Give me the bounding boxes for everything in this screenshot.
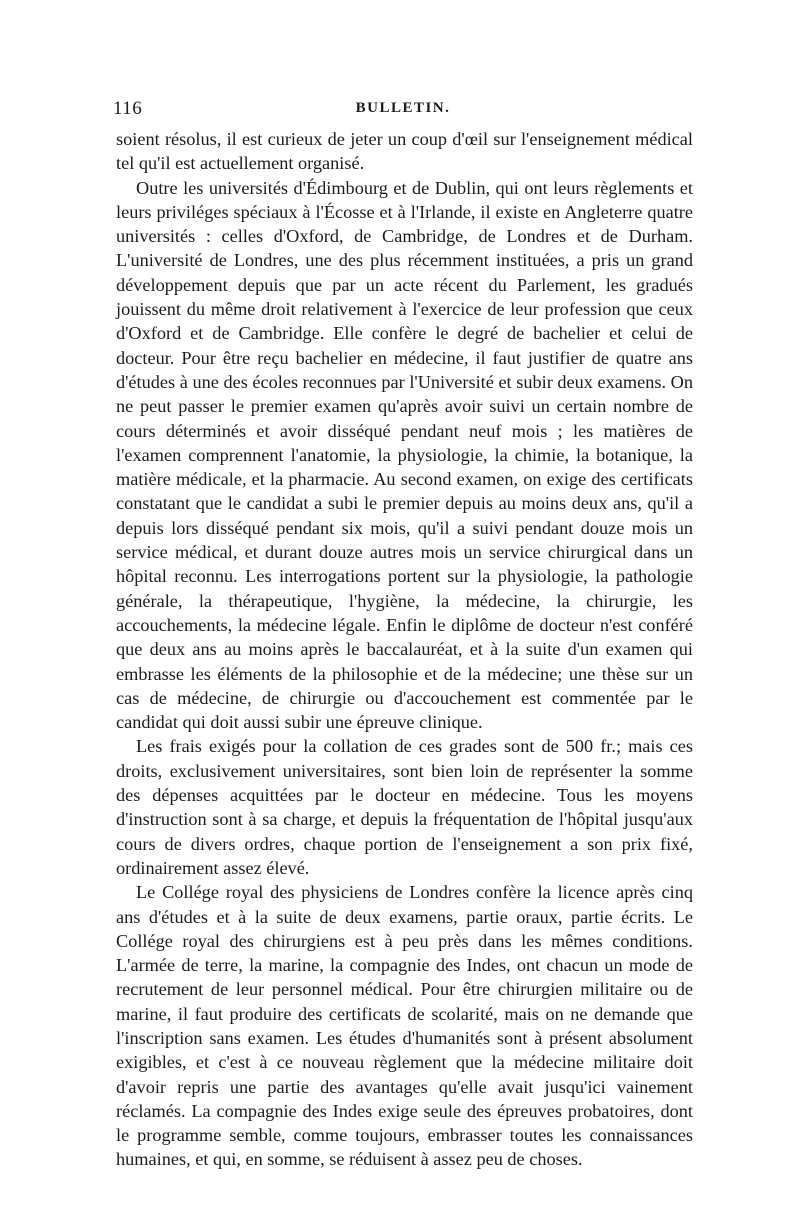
paragraph-2: Outre les universités d'Édimbourg et de Dublin, qui ont leurs règlements et leurs priviléges spéciaux à l'Écosse et à l'Irlande, il existe en Angleterre quatre universités : celles d'Oxford, de Cambridge, de Londres et de Durham. L'université de Londres, une des plus récemment instituées, a pris un grand développement depuis que par un acte récent du Parlement, les gradués jouissent du même droit relativement à l'exercice de leur profession que ceux d'Oxford et de Cambridge. Elle confère le degré de bachelier et celui de docteur. Pour être reçu bachelier en médecine, il faut justifier de quatre ans d'études à une des écoles reconnues par l'Université et subir deux examens. On ne peut passer le premier examen qu'après avoir suivi un certain nombre de cours déterminés et avoir disséqué pendant neuf mois ; les matières de l'examen comprennent l'anatomie, la physiologie, la chimie, la botanique, la matière médicale, et la pharmacie. Au second examen, on exige des certificats constatant que le candidat a subi le premier depuis au moins deux ans, qu'il a depuis lors disséqué pendant six mois, qu'il a suivi pendant douze mois un service médical, et durant douze autres mois un service chirurgical dans un hôpital reconnu. Les interrogations portent sur la physiologie, la pathologie générale, la thérapeutique, l'hygiène, la médecine, la chirurgie, les accouchements, la médecine légale. Enfin le diplôme de docteur n'est conféré que deux ans au moins après le baccalauréat, et à la suite d'un examen qui embrasse les éléments de la philosophie et de la médecine; une thèse sur un cas de médecine, de chirurgie ou d'accouchement est commentée par le candidat qui doit aussi subir une épreuve clinique. [116,177,693,733]
running-head: BULLETIN. [355,100,451,116]
paragraph-4: Le Collége royal des physiciens de Londres confère la licence après cinq ans d'études et à la suite de deux examens, partie oraux, partie écrits. Le Collége royal des chirurgiens est à peu près dans les mêmes conditions. L'armée de terre, la marine, la compagnie des Indes, ont chacun un mode de recrutement de leur personnel médical. Pour être chirurgien militaire ou de marine, il faut produire des certificats de scolarité, mais on ne demande que l'inscription sans examen. Les études d'humanités sont à présent absolument exigibles, et c'est à ce nouveau règlement que la médecine militaire doit d'avoir repris une partie des avantages qu'elle avait jusqu'ici vainement réclamés. La compagnie des Indes exige seule des épreuves probatoires, dont le programme semble, comme toujours, embrasser toutes les connaissances humaines, et qui, en somme, se réduisent à assez peu de choses. [116,882,693,1170]
page-header [113,98,693,122]
body-text [116,127,693,1172]
paragraph-1: soient résolus, il est curieux de jeter un coup d'œil sur l'enseignement médical tel qu'il est actuellement organisé. [116,129,693,174]
paragraph-3: Les frais exigés pour la collation de ces grades sont de 500 fr.; mais ces droits, exclusivement universitaires, sont bien loin de représenter la somme des dépenses acquittées par le docteur en médecine. Tous les moyens d'instruction sont à sa charge, et depuis la fréquentation de l'hôpital jusqu'aux cours de divers ordres, chaque portion de l'enseignement a son prix fixé, ordinairement assez élevé. [116,736,693,878]
page-number: 116 [113,98,143,119]
